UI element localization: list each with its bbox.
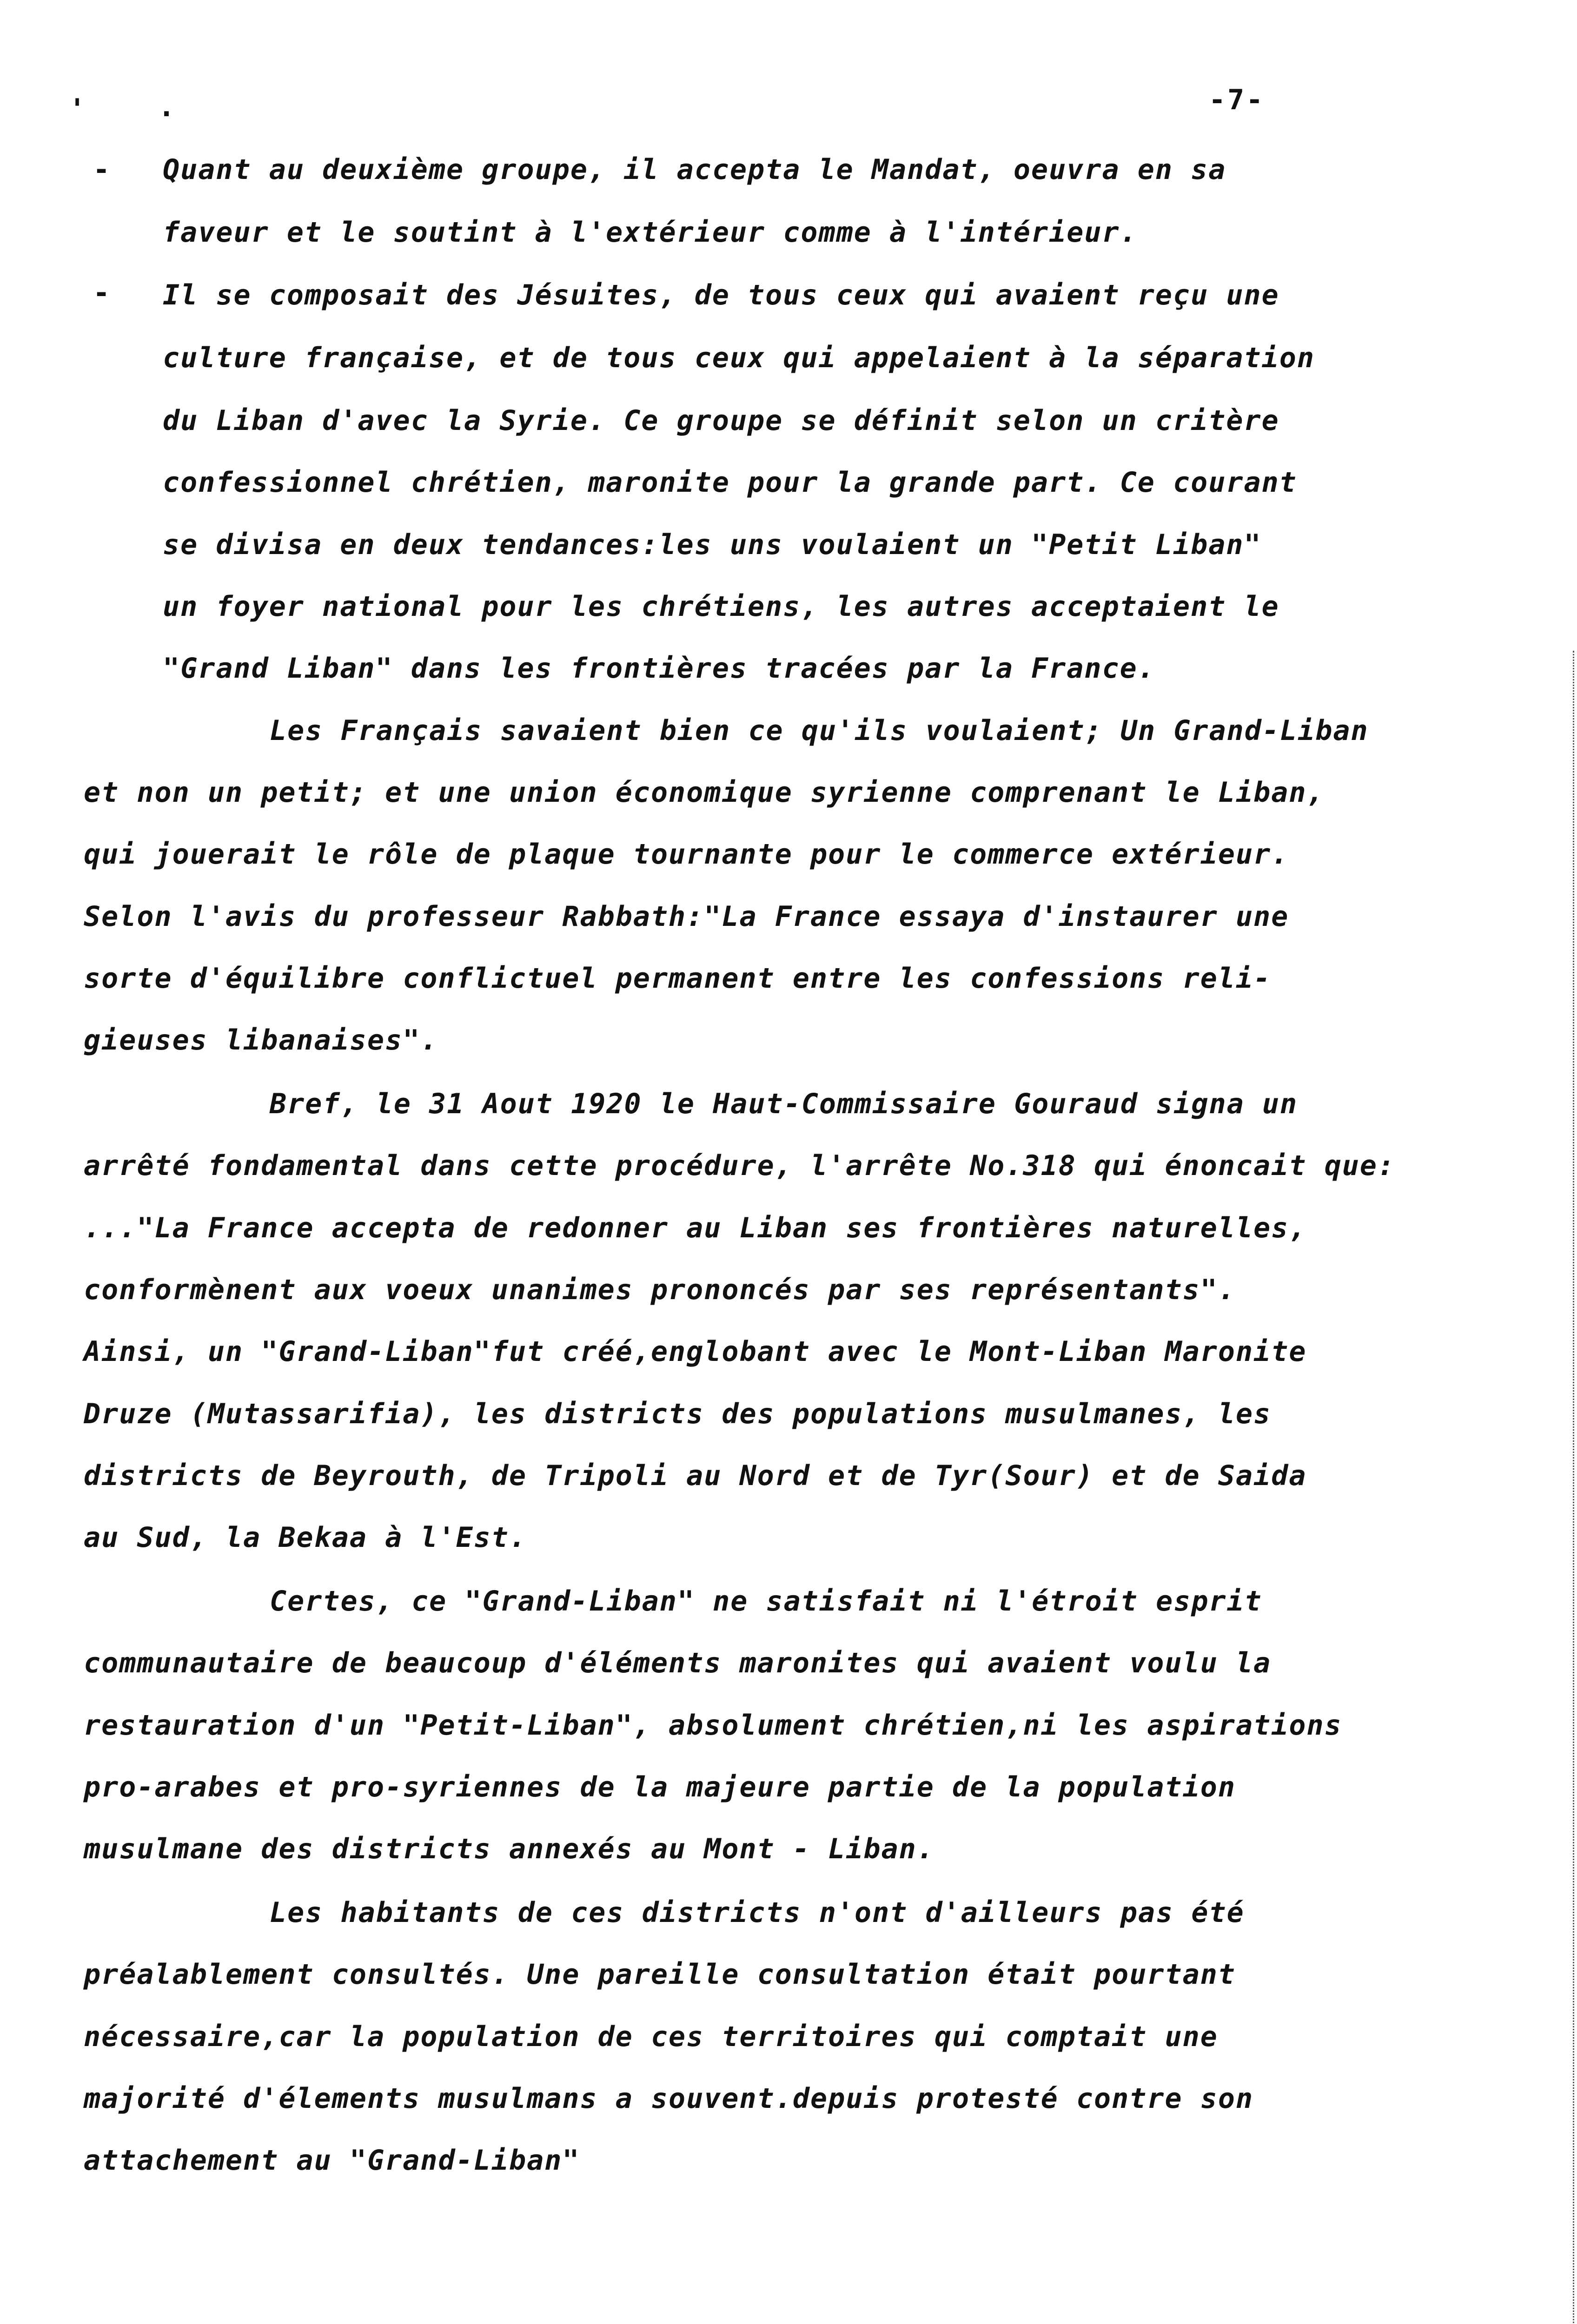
stray-mark: . bbox=[158, 91, 175, 123]
text-line: arrêté fondamental dans cette procédure, l'arrête No.318 qui énoncait que: bbox=[84, 1149, 1396, 1182]
text-line: Les habitants de ces districts n'ont d'ailleurs pas été bbox=[270, 1896, 1245, 1929]
text-line: qui jouerait le rôle de plaque tournante pour le commerce extérieur. bbox=[84, 838, 1289, 871]
text-line: gieuses libanaises". bbox=[84, 1024, 438, 1056]
stray-mark: ' bbox=[69, 93, 86, 125]
text-line: Ainsi, un "Grand-Liban"fut créé,englobant avec le Mont-Liban Maronite bbox=[84, 1335, 1307, 1368]
text-line: restauration d'un "Petit-Liban", absolument chrétien,ni les aspirations bbox=[84, 1709, 1342, 1742]
text-line: Il se composait des Jésuites, de tous ceux qui avaient reçu une bbox=[163, 279, 1279, 311]
text-line: Les Français savaient bien ce qu'ils voulaient; Un Grand-Liban bbox=[270, 714, 1369, 747]
text-line: attachement au "Grand-Liban" bbox=[84, 2144, 580, 2177]
text-line: sorte d'équilibre conflictuel permanent entre les confessions reli- bbox=[84, 962, 1272, 995]
text-line: confessionnel chrétien, maronite pour la grande part. Ce courant bbox=[163, 466, 1297, 499]
text-line: "Grand Liban" dans les frontières tracées par la France. bbox=[163, 652, 1155, 685]
text-line: se divisa en deux tendances:les uns voulaient un "Petit Liban" bbox=[163, 528, 1262, 561]
bullet-dash: - bbox=[93, 153, 110, 186]
text-line: Selon l'avis du professeur Rabbath:"La France essaya d'instaurer une bbox=[84, 900, 1289, 933]
text-line: Certes, ce "Grand-Liban" ne satisfait ni l'étroit esprit bbox=[270, 1585, 1262, 1618]
text-line: un foyer national pour les chrétiens, les autres acceptaient le bbox=[163, 590, 1279, 623]
text-line: au Sud, la Bekaa à l'Est. bbox=[84, 1521, 527, 1554]
text-line: Quant au deuxième groupe, il accepta le Mandat, oeuvra en sa bbox=[163, 153, 1226, 186]
text-line: Druze (Mutassarifia), les districts des populations musulmanes, les bbox=[84, 1398, 1272, 1430]
text-line: ..."La France accepta de redonner au Liban ses frontières naturelles, bbox=[84, 1212, 1307, 1244]
text-line: nécessaire,car la population de ces territoires qui comptait une bbox=[84, 2020, 1218, 2053]
text-line: pro-arabes et pro-syriennes de la majeure partie de la population bbox=[84, 1771, 1236, 1803]
text-line: districts de Beyrouth, de Tripoli au Nord et de Tyr(Sour) et de Saida bbox=[84, 1459, 1307, 1492]
text-line: du Liban d'avec la Syrie. Ce groupe se définit selon un critère bbox=[163, 404, 1279, 437]
text-line: culture française, et de tous ceux qui appelaient à la séparation bbox=[163, 342, 1315, 374]
text-line: préalablement consultés. Une pareille consultation était pourtant bbox=[84, 1958, 1236, 1991]
text-line: conformènent aux voeux unanimes prononcés par ses représentants". bbox=[84, 1274, 1236, 1306]
text-line: majorité d'élements musulmans a souvent.depuis protesté contre son bbox=[84, 2082, 1254, 2115]
text-line: Bref, le 31 Aout 1920 le Haut-Commissaire Gouraud signa un bbox=[270, 1088, 1298, 1120]
page-number: -7- bbox=[1209, 84, 1265, 116]
text-line: communautaire de beaucoup d'éléments maronites qui avaient voulu la bbox=[84, 1647, 1272, 1679]
right-page-edge bbox=[1573, 651, 1574, 2324]
bullet-dash: - bbox=[93, 277, 110, 309]
text-line: et non un petit; et une union économique syrienne comprenant le Liban, bbox=[84, 776, 1325, 809]
text-line: musulmane des districts annexés au Mont - Liban. bbox=[84, 1833, 934, 1865]
text-line: faveur et le soutint à l'extérieur comme à l'intérieur. bbox=[163, 216, 1138, 249]
